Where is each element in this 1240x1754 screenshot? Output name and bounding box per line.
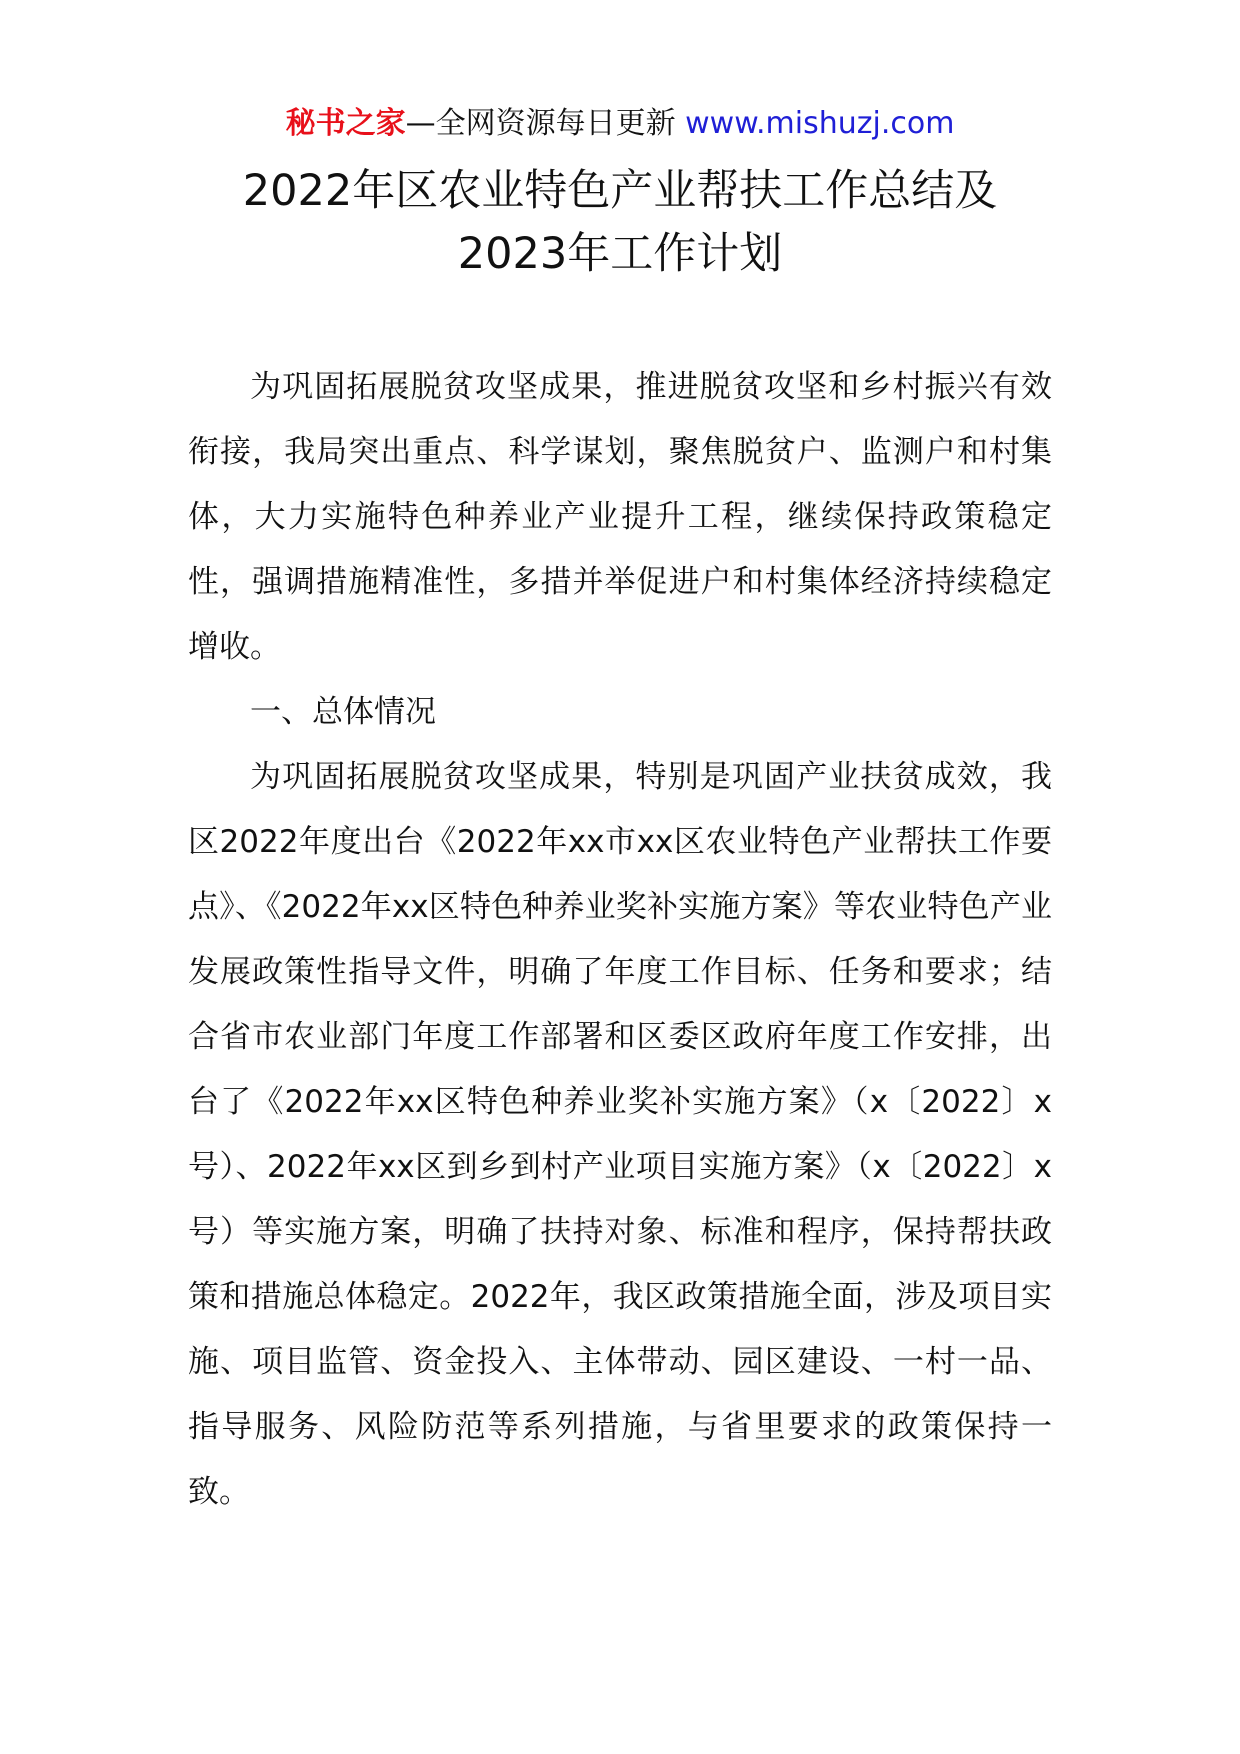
site-url-link[interactable]: www.mishuzj.com [685, 106, 955, 141]
brand-name: 秘书之家 [285, 106, 406, 141]
title-line-1: 2022年区农业特色产业帮扶工作总结及 [242, 166, 998, 216]
document-body [188, 355, 1052, 1525]
section-heading-overall: 一、总体情况 [250, 694, 436, 730]
overall-paragraph: 为巩固拓展脱贫攻坚成果，特别是巩固产业扶贫成效，我区2022年度出台《2022年xx市xx区农业特色产业帮扶工作要点》、《2022年xx区特色种养业奖补实施方案》等农业特色产业发展政策性指导文件，明确了年度工作目标、任务和要求；结合省市农业部门年度工作部署和区委区政府年度工作安排，出台了《2022年xx区特色种养业奖补实施方案》（x〔2022〕x号）、2022年xx区到乡到村产业项目实施方案》（x〔2022〕x号）等实施方案，明确了扶持对象、标准和程序，保持帮扶政策和措施总体稳定。2022年，我区政策措施全面，涉及项目实施、项目监管、资金投入、主体带动、园区建设、一村一品、指导服务、风险防范等系列措施，与省里要求的政策保持一致。 [188, 759, 1052, 1510]
site-banner [0, 100, 1240, 148]
banner-tagline: —全网资源每日更新 [405, 106, 686, 141]
title-line-2: 2023年工作计划 [457, 229, 783, 279]
intro-paragraph: 为巩固拓展脱贫攻坚成果，推进脱贫攻坚和乡村振兴有效衔接，我局突出重点、科学谋划，聚焦脱贫户、监测户和村集体，大力实施特色种养业产业提升工程，继续保持政策稳定性，强调措施精准性，多措并举促进户和村集体经济持续稳定增收。 [188, 369, 1052, 665]
document-title [150, 160, 1090, 286]
